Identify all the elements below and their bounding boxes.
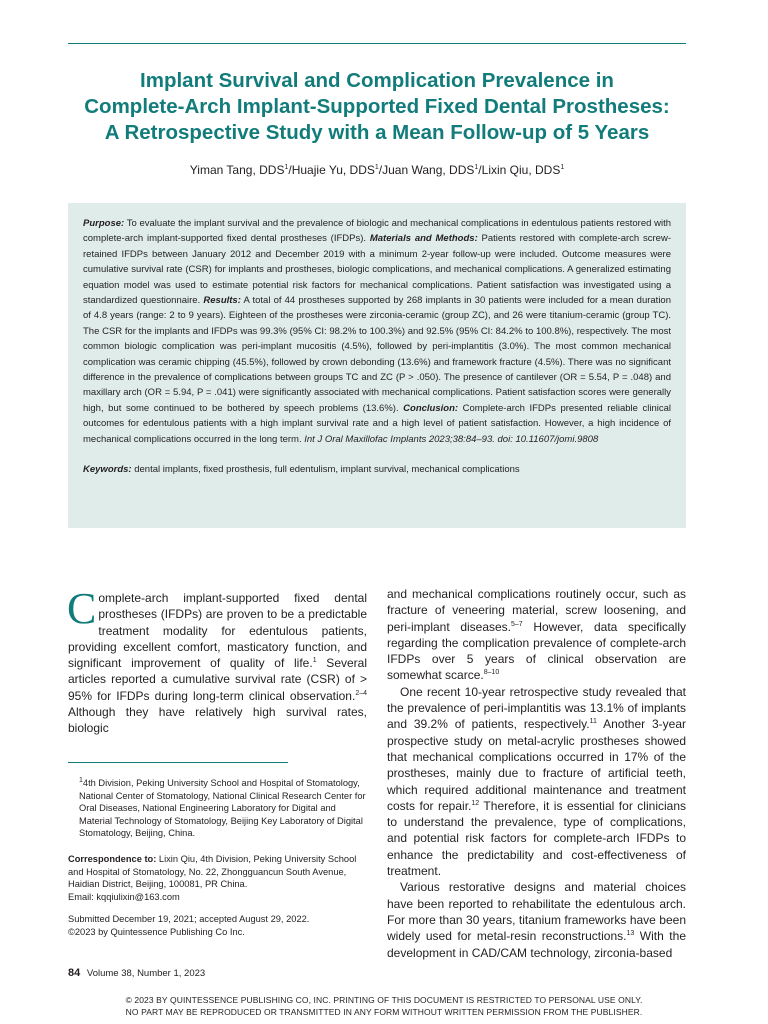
keywords-label: Keywords: — [83, 464, 132, 476]
abstract-box — [68, 203, 686, 528]
body-paragraph — [387, 586, 686, 684]
footnote-rule — [68, 762, 288, 763]
submission-footnote — [68, 913, 368, 938]
reference-mark: 2–4 — [355, 689, 367, 697]
correspondence-text — [68, 853, 368, 891]
body-text: omplete-arch implant-supported fixed dental prostheses (IFDPs) are proven to be a predictable treatment modality for edentulous patients, providing excellent comfort, masticatory function, and significant improvement of quality of life. — [68, 591, 367, 671]
author-affiliation-mark: 1 — [560, 164, 565, 171]
drop-cap: C — [67, 584, 97, 633]
affiliation-mark: 1 — [79, 776, 83, 784]
issue-info: Volume 38, Number 1, 2023 — [86, 968, 206, 979]
keywords-text: dental implants, fixed prosthesis, full edentulism, implant survival, mechanical complications — [131, 464, 520, 476]
body-text: One recent 10-year retrospective study revealed that the prevalence of peri-implantitis was 13.1% of implants and 39.2% of patients, respectively. — [387, 684, 686, 732]
body-text: Therefore, it is essential for clinicians to understand the prevalence, type of complications, and potential risk factors for complete-arch IFDPs to enhance the predictability and cost-effectiveness of treatment. — [387, 798, 686, 879]
reference-mark: 12 — [471, 799, 480, 807]
body-text: Various restorative designs and material choices have been reported to rehabilitate the edentulous arch. For more than 30 years, titanium frameworks have been widely used for metal-resin reconstructions. — [387, 880, 686, 944]
body-paragraph — [67, 584, 367, 737]
reference-mark: 13 — [626, 930, 635, 938]
body-text: and mechanical complications routinely occur, such as fracture of veneering material, screw loosening, and peri-implant diseases. — [387, 587, 686, 634]
body-text: Although they have relatively high survival rates, biologic — [68, 705, 367, 736]
author-affiliation-mark: 1 — [284, 164, 289, 171]
author-separator: / — [478, 163, 482, 177]
body-paragraph — [387, 684, 686, 880]
copyright-line: ©2023 by Quintessence Publishing Co Inc. — [68, 926, 245, 937]
purpose-text: To evaluate the implant survival and the prevalence of biologic and mechanical complications in edentulous patients restored with complete-arch implant-supported fixed dental prostheses (IFDPs). — [83, 218, 671, 245]
results-label: Results: — [203, 295, 241, 307]
affiliation-footnote — [68, 777, 368, 840]
body-paragraph — [387, 879, 686, 960]
correspondence-body: Lixin Qiu, 4th Division, Peking University School and Hospital of Stomatology, No. 22, Zhongguancun South Avenue, Haidian District, Beijing, 100081, PR China. — [68, 854, 357, 890]
body-text: Another 3-year prospective study on metal-acrylic prostheses showed that mechanical complications occurred in 17% of the prostheses, mainly due to fracture of artificial teeth, which required additional maintenance and treatment costs for repair. — [387, 717, 686, 813]
copyright-notice-line-2: NO PART MAY BE REPRODUCED OR TRANSMITTED IN ANY FORM WITHOUT WRITTEN PERMISSION FROM THE PUBLISHER. — [125, 1006, 643, 1017]
body-column-right — [387, 586, 686, 961]
body-text: Several articles reported a cumulative survival rate (CSR) of > 95% for IFDPs during long-term clinical observation. — [68, 656, 367, 703]
reference-mark: 8–10 — [483, 669, 500, 677]
reference-mark: 11 — [589, 718, 597, 726]
affiliation-body: 4th Division, Peking University School and Hospital of Stomatology, National Center of Stomatology, National Clinical Research Center for Oral Diseases, National Engineering Laboratory for Digital and Material Technology of Stomatology, Beijing Key Laboratory of Digital Stomatology, Beijing, China. — [79, 778, 366, 839]
citation: Int J Oral Maxillofac Implants 2023;38:84–93. doi: 10.11607/jomi.9808 — [304, 433, 599, 445]
conclusion-text: Complete-arch IFDPs presented reliable clinical outcomes for edentulous patients with a high implant survival rate and a high level of patient satisfaction. However, a high incidence of mechanical complications occurred in the long term. — [83, 402, 671, 445]
title-line-3: A Retrospective Study with a Mean Follow-up of 5 Years — [104, 121, 650, 144]
article-title — [68, 68, 686, 146]
correspondence-footnote — [68, 853, 368, 903]
affiliation-text — [68, 777, 368, 840]
results-text: A total of 44 prostheses supported by 268 implants in 30 patients were included for a mean duration of 4.8 years (range: 2 to 9 years). Eighteen of the prostheses were zirconia-ceramic (group ZC), and 26 were titanium-ceramic (group TC). The CSR for the implants and IFDPs was 99.3% (95% CI: 98.2% to 100.3%) and 92.5% (95% CI: 84.2% to 100.8%), respectively. The most common biologic complication was peri-implant mucositis (4.5%), followed by peri-implantitis (3.0%). The most common mechanical complication was ceramic chipping (45.5%), followed by crown debonding (13.6%) and framework fracture (4.5%). There was no significant difference in the prevalence of complications between groups TC and ZC (P > .050). The presence of cantilever (OR = 5.54, P = .048) and maxillary arch (OR = 5.94, P = .041) were significantly associated with mechanical complications. Patient satisfaction scores were generally high, but some continued to be bothered by speech problems (13.6%). — [83, 295, 672, 414]
conclusion-label: Conclusion: — [403, 402, 459, 414]
reference-mark: 5–7 — [511, 620, 523, 628]
methods-label: Materials and Methods: — [369, 233, 478, 245]
body-text: With the development in CAD/CAM technology, zirconia-based — [387, 929, 686, 960]
page-footer — [68, 967, 205, 979]
author-affiliation-mark: 1 — [474, 164, 479, 171]
title-line-1: Implant Survival and Complication Prevalence in — [140, 69, 614, 92]
author-separator: / — [378, 163, 383, 177]
page-number: 84 — [68, 967, 81, 979]
body-text: However, data specifically regarding the complication prevalence of complete-arch IFDPs over 5 years of clinical observation are somewhat scarce. — [387, 619, 686, 683]
author-name: Juan Wang, DDS — [382, 163, 475, 177]
submission-dates: Submitted December 19, 2021; accepted August 29, 2022. — [68, 914, 310, 924]
body-column-left — [67, 584, 367, 737]
author-affiliation-mark: 1 — [374, 164, 379, 171]
methods-text: Patients restored with complete-arch screw-retained IFDPs between January 2012 and December 2019 with a minimum 2-year follow-up were included. Outcome measures were cumulative survival rate (CSR) for implants and prostheses, biologic complications, and mechanical complications. A generalized estimating equation model was used to estimate potential risk factors for mechanical complications. Patient satisfaction was investigated using a standardized questionnaire. — [83, 233, 671, 307]
title-line-2: Complete-Arch Implant-Supported Fixed Dental Prostheses: — [84, 95, 670, 118]
author-name: Huajie Yu, DDS — [291, 163, 375, 177]
keywords — [83, 462, 671, 477]
abstract-text — [83, 216, 671, 447]
author-list — [68, 163, 686, 177]
email: Email: kqqiulixin@163.com — [68, 891, 180, 902]
purpose-label: Purpose: — [83, 218, 125, 229]
author-name: Yiman Tang, DDS — [189, 163, 285, 177]
header-rule — [68, 43, 686, 44]
correspondence-label: Correspondence to: — [68, 854, 157, 864]
author-separator: / — [288, 163, 292, 177]
author-name: Lixin Qiu, DDS — [481, 163, 561, 177]
copyright-notice — [0, 995, 768, 1018]
copyright-notice-line-1: © 2023 BY QUINTESSENCE PUBLISHING CO, INC. PRINTING OF THIS DOCUMENT IS RESTRICTED TO PERSONAL USE ONLY. — [125, 995, 643, 1005]
reference-mark: 1 — [312, 657, 317, 665]
